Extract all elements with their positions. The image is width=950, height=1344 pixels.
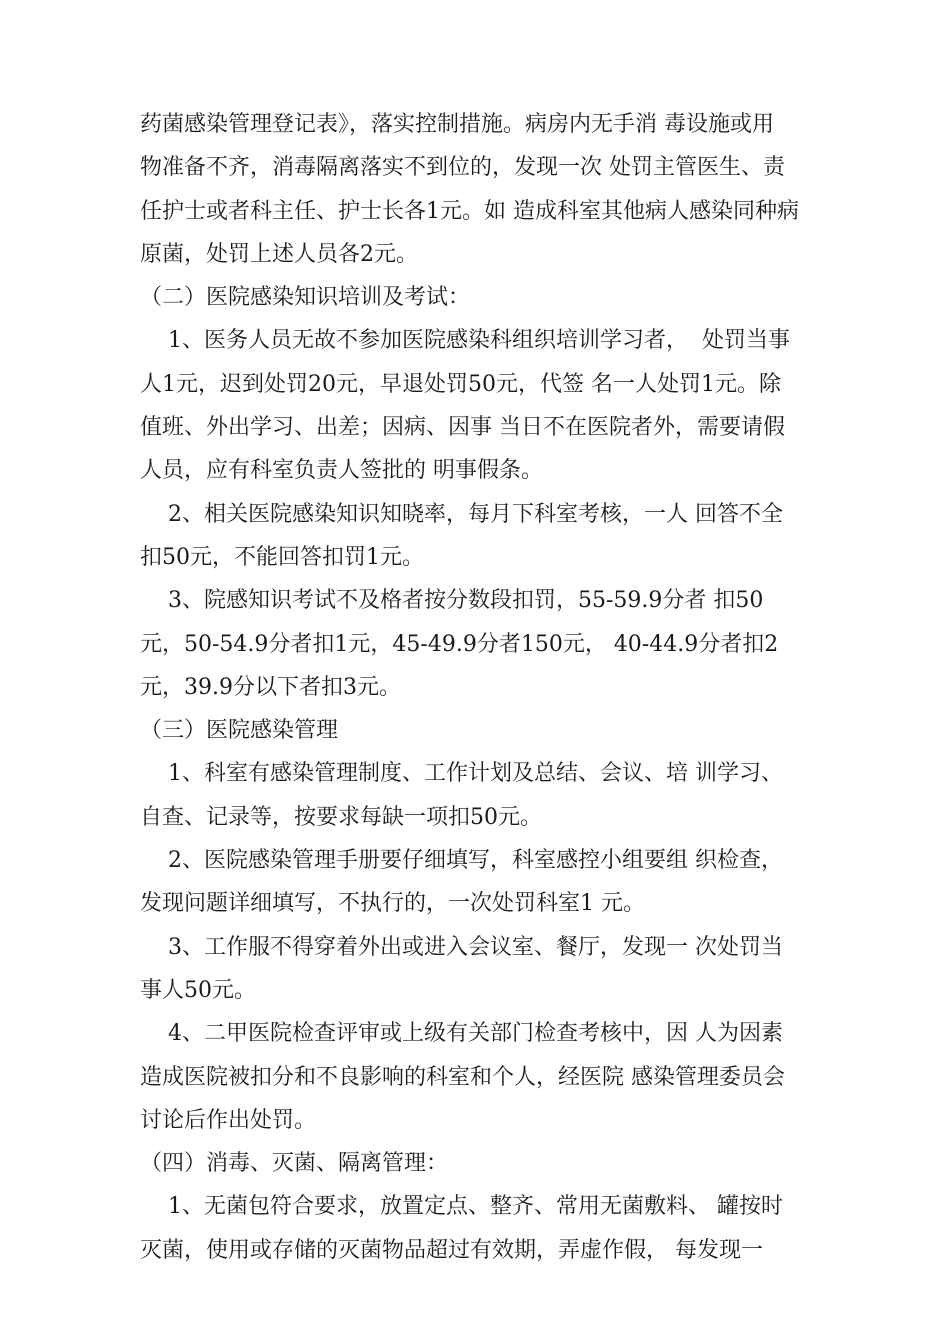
section-heading: （四）消毒、灭菌、隔离管理： [140,1151,449,1177]
text-line: 人1元，迟到处罚20元，早退处罚50元，代签 名一人处罚1元。除 [140,371,781,397]
text-line: 人员，应有科室负责人签批的 明事假条。 [140,458,543,484]
document-body [140,103,824,1272]
text-line: 灭菌，使用或存储的灭菌物品超过有效期，弄虚作假， 每发现一 [140,1237,763,1263]
text-line: 任护士或者科主任、护士长各1元。如 造成科室其他病人感染同种病 [140,198,799,224]
text-line: 讨论后作出处罚。 [140,1107,317,1133]
text-line: 1、科室有感染管理制度、工作计划及总结、会议、培 训学习、 [140,761,783,787]
text-line: 发现问题详细填写，不执行的，一次处罚科室1 元。 [140,891,645,917]
text-line: 扣50元，不能回答扣罚1元。 [140,544,424,570]
text-line: 元，39.9分以下者扣3元。 [140,674,401,700]
text-line: 3、工作服不得穿着外出或进入会议室、餐厅，发现一 次处罚当 [140,934,783,960]
text-line: 物准备不齐，消毒隔离落实不到位的，发现一次 处罚主管医生、责 [140,155,785,181]
text-line: 事人50元。 [140,977,256,1003]
text-line: 1、医务人员无故不参加医院感染科组织培训学习者， 处罚当事 [140,328,790,354]
text-line: 1、无菌包符合要求，放置定点、整齐、常用无菌敷料、 罐按时 [140,1194,783,1220]
section-heading: （二）医院感染知识培训及考试： [140,285,471,311]
text-line: 2、医院感染管理手册要仔细填写，科室感控小组要组 织检查， [140,848,783,874]
text-line: 自查、记录等，按要求每缺一项扣50元。 [140,804,542,830]
text-line: 4、二甲医院检查评审或上级有关部门检查考核中，因 人为因素 [140,1021,783,1047]
text-line: 药菌感染管理登记表》，落实控制措施。病房内无手消 毒设施或用 [140,112,774,137]
text-line: 造成医院被扣分和不良影响的科室和个人，经医院 感染管理委员会 [140,1064,785,1090]
text-line: 原菌，处罚上述人员各2元。 [140,241,418,267]
text-line: 值班、外出学习、出差；因病、因事 当日不在医院者外，需要请假 [140,415,785,441]
section-heading: （三）医院感染管理 [140,718,339,744]
text-line: 2、相关医院感染知识知晓率，每月下科室考核，一人 回答不全 [140,501,783,527]
text-line: 元，50-54.9分者扣1元，45-49.9分者150元， 40-44.9分者扣2 [140,631,779,657]
text-line: 3、院感知识考试不及格者按分数段扣罚，55-59.9分者 扣50 [140,588,764,614]
